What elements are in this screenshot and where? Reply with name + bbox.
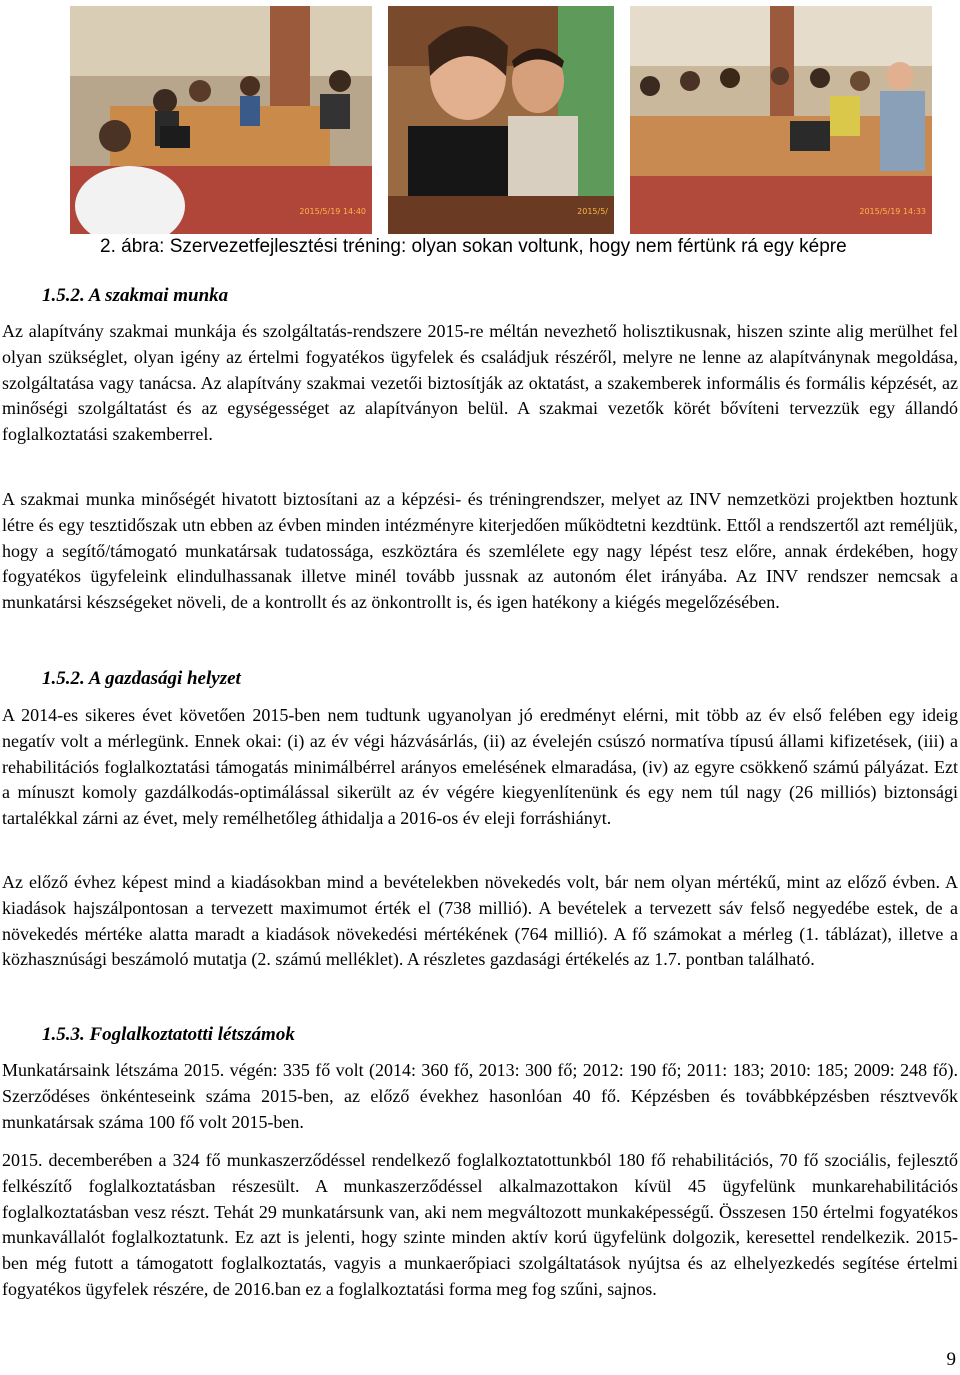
training-portrait-photo-middle — [388, 6, 614, 234]
section-heading-economic-situation: 1.5.2. A gazdasági helyzet — [42, 668, 241, 689]
section-heading-employee-numbers: 1.5.3. Foglalkoztatotti létszámok — [42, 1024, 295, 1045]
training-group-photo-left — [70, 6, 372, 234]
paragraph: Az alapítvány szakmai munkája és szolgáltatás-rendszere 2015-re méltán nevezhető holisztikusnak, hiszen szinte alig merülhet fel olyan szükséglet, olyan igény az értelmi fogyatékos ügyfelek és családjuk részéről, melyre ne lenne az alapítványnak megoldása, szolgáltatása vagy tanácsa. Az alapítvány szakmai vezetői biztosítják az oktatást, a szakemberek informális és formális képzését, az minőségi szolgáltatást és az egységességet az alapítványon belül. A szakmai vezetők körét bővíteni tervezzük egy állandó foglalkoztatási szakemberrel. — [2, 321, 958, 445]
paragraph: Az előző évhez képest mind a kiadásokban mind a bevételekben növekedés volt, bár nem olyan mértékű, mint az előző évben. A kiadások hajszálpontosan a tervezett maximumot érték el (738 millió). A bevételek a tervezett sáv felső negyedébe estek, de a növekedés mértéke alatta maradt a kiadások növekedési mértékének (764 millió). A fő számokat a mérleg (1. táblázat), illetve a közhasznúsági beszámoló mutatja (2. számú melléklet). A részletes gazdasági értékelés az 1.7. pontban található. — [2, 872, 958, 970]
paragraph: A 2014-es sikeres évet követően 2015-ben nem tudtunk ugyanolyan jó eredményt elérni, mit több az év első felében egy ideig negatív volt a mérlegünk. Ennek okai: (i) az év végi házvásárlás, (ii) az évelején csúszó normatíva típusú állami kifizetések, (iii) a rehabilitációs foglalkoztatási támogatás minimálbérrel arányos emelésének elmaradása, (iv) az egyre csökkenő számú pályázat. Ezt a mínuszt komoly gazdálkodás-optimálással sikerült az év végére kiegyenlítenünk és egy nem túl nagy (26 milliós) biztonsági tartalékkal zárni az évet, mely remélhetőleg áthidalja a 2016-os év eleji forráshiányt. — [2, 705, 958, 829]
training-group-photo-right — [630, 6, 932, 234]
section-heading-professional-work: 1.5.2. A szakmai munka — [42, 285, 229, 306]
paragraph: 2015. decemberében a 324 fő munkaszerződéssel rendelkező foglalkoztatottunkból 180 fő rehabilitációs, 70 fő szociális, fejlesztő felkészítő foglalkoztatásban részesült. A munkaszerződéssel alkalmazottakon kívül 45 ügyfelünk munkarehabilitációs foglalkoztatásban vesz részt. Tehát 29 munkatársunk van, aki nem megváltozott munkaképességű. Összesen 150 értelmi fogyatékos munkavállalót foglalkoztatunk. Ez azt is jelenti, hogy szinte minden aktív korú ügyfelünk dolgozik, keresettel rendelkezik. 2015-ben még futott a támogatott foglalkoztatás, vagyis a munkaerőpiaci szolgáltatások nyújtsa és az elhelyezkedés segítése értelmi fogyatékos ügyfelek részére, de 2016.ban ez a foglalkoztatási forma meg fog szűni, sajnos. — [2, 1150, 958, 1299]
photo-timestamp: 2015/5/ — [577, 207, 608, 216]
paragraph: Munkatársaink létszáma 2015. végén: 335 fő volt (2014: 360 fő, 2013: 300 fő; 2012: 190 fő; 2011: 183; 2010: 185; 2009: 248 fő). Szerződéses önkénteseink száma 2015-ben, az előző évekhez hasonlóan 40 fő. Képzésben és továbbképzésben résztvevők munkatársak száma 100 fő volt 2015-ben. — [2, 1060, 958, 1132]
photo-timestamp: 2015/5/19 14:33 — [859, 207, 926, 216]
page-number: 9 — [946, 1349, 956, 1370]
figure-caption: 2. ábra: Szervezetfejlesztési tréning: olyan sokan voltunk, hogy nem fértünk rá egy képre — [100, 236, 847, 257]
paragraph: A szakmai munka minőségét hivatott biztosítani az a képzési- és tréningrendszer, melyet az INV nemzetközi projektben hoztunk létre és egy tesztidőszak utn ebben az évben minden intézményre kiterjedően működtetni kezdtünk. Ettől a rendszertől azt reméljük, hogy a segítő/támogató munkatársak tudatossága, eszköztára és szemlélete egy nagy lépést tesz előre, annak érdekében, hogy fogyatékos ügyfeleink elindulhassanak illetve minél tovább jussnak az autonóm élet irányába. Az INV rendszer nemcsak a munkatársi készségeket növeli, de a kontrollt és az önkontrollt is, és igen hatékony a kiégés megelőzésében. — [2, 489, 958, 613]
photo-timestamp: 2015/5/19 14:40 — [299, 207, 366, 216]
figure-photos — [70, 6, 932, 234]
